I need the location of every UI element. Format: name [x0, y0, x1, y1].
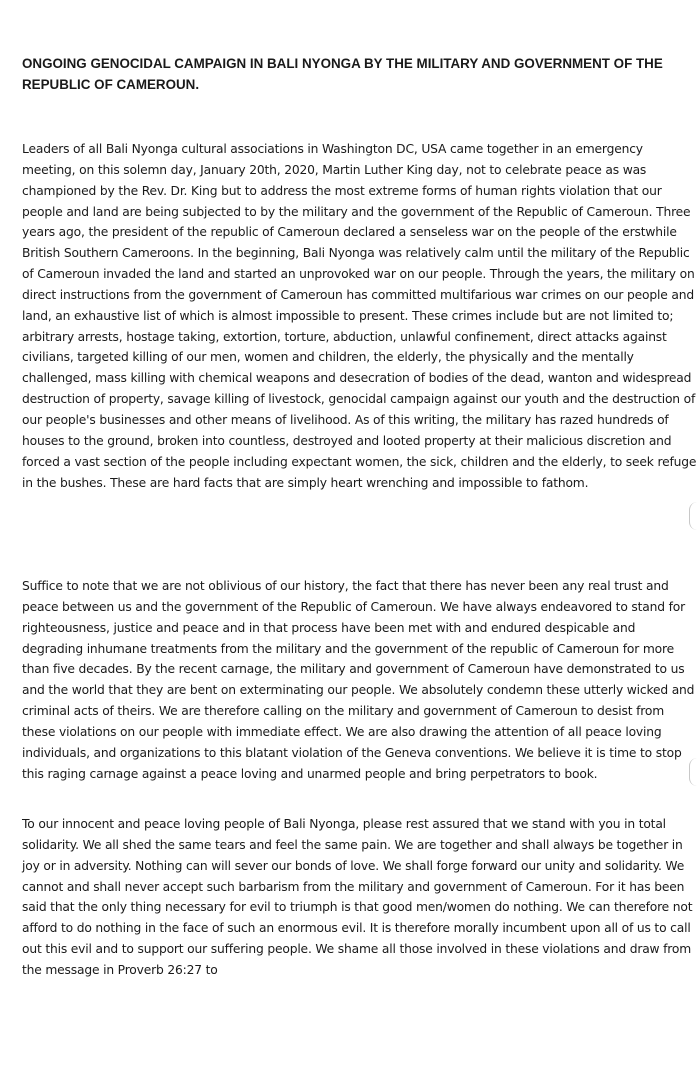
paragraph-solidarity: To our innocent and peace loving people of Bali Nyonga, please rest assured that we stand with you in total solidarity. We all shed the same tears and feel the same pain. We are together and shall always be together in joy or in adversity. Nothing can will sever our bonds of love. We shall forge forward our unity and solidarity. We cannot and shall never accept such barbarism from the military and government of Cameroun. For it has been said that the only thing necessary for evil to triumph is that good men/women do nothing. We can therefore not afford to do nothing in the face of such an enormous evil. It is therefore morally incumbent upon all of us to call out this evil and to support our suffering people. We shame all those involved in these violations and draw from the message in Proverb 26:27 to [22, 817, 693, 977]
document-title: ONGOING GENOCIDAL CAMPAIGN IN BALI NYONGA BY THE MILITARY AND GOVERNMENT OF THE REPUBLIC OF CAMEROUN. [22, 56, 663, 92]
paragraph-meeting-statement: Leaders of all Bali Nyonga cultural associations in Washington DC, USA came together in an emergency meeting, on this solemn day, January 20th, 2020, Martin Luther King day, not to celebrate peace as was championed by the Rev. Dr. King but to address the most extreme forms of human rights violation that our people and land are being subjected to by the military and the government of the Republic of Cameroun. Three years ago, the president of the republic of Cameroun declared a senseless war on the people of the erstwhile British Southern Cameroons. In the beginning, Bali Nyonga was relatively calm until the military of the Republic of Cameroun invaded the land and started an unprovoked war on our people. Through the years, the military on direct instructions from the government of Cameroun has committed multifarious war crimes on our people and land, an exhaustive list of which is almost impossible to present. These crimes include but are not limited to; arbitrary arrests, hostage taking, extortion, torture, abduction, unlawful confinement, direct attacks against civilians, targeted killing of our men, women and children, the elderly, the physically and the mentally challenged, mass killing with chemical weapons and desecration of bodies of the dead, wanton and widespread destruction of property, savage killing of livestock, genocidal campaign against our youth and the destruction of our people's businesses and other means of livelihood. As of this writing, the military has razed hundreds of houses to the ground, broken into countless, destroyed and looted property at their malicious discretion and forced a vast section of the people including expectant women, the sick, children and the elderly, to seek refuge in the bushes. These are hard facts that are simply heart wrenching and impossible to fathom. [22, 142, 697, 490]
page-edge-curl [689, 758, 698, 786]
paragraph-history: Suffice to note that we are not oblivious of our history, the fact that there has never been any real trust and peace between us and the government of the Republic of Cameroun. We have always endeavored to stand for righteousness, justice and peace and in that process have been met with and endured despicable and degrading inhumane treatments from the military and the government of the republic of Cameroun for more than five decades. By the recent carnage, the military and government of Cameroun have demonstrated to us and the world that they are bent on exterminating our people. We absolutely condemn these utterly wicked and criminal acts of theirs. We are therefore calling on the military and government of Cameroun to desist from these violations on our people with immediate effect. We are also drawing the attention of all peace loving individuals, and organizations to this blatant violation of the Geneva conventions. We believe it is time to stop this raging carnage against a peace loving and unarmed people and bring perpetrators to book. [22, 579, 695, 781]
page-edge-curl [689, 502, 698, 530]
